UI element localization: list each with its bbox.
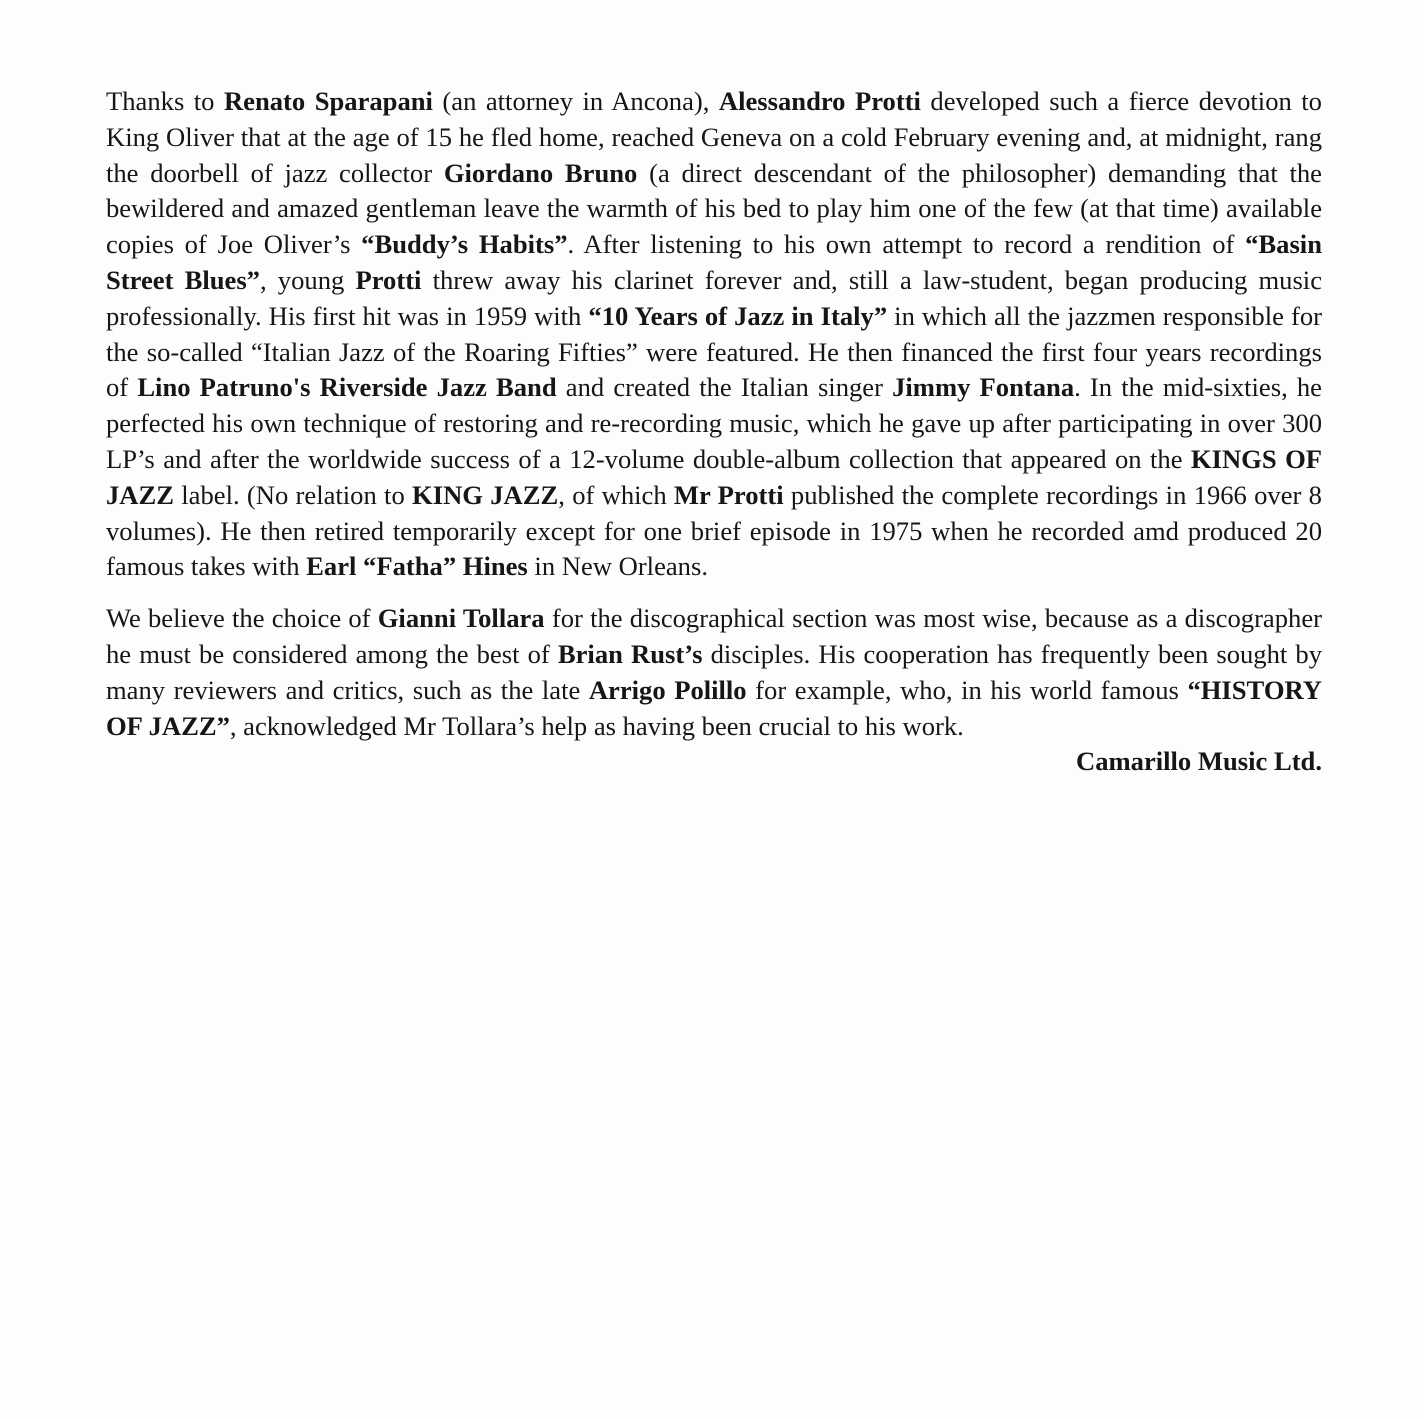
paragraph-protti-biography (106, 84, 1322, 585)
text-run: , of which (558, 479, 674, 510)
bold-name-run: Arrigo Polillo (588, 674, 747, 705)
signature: Camarillo Music Ltd. (1076, 746, 1322, 777)
bold-name-run: KING JAZZ (412, 479, 559, 510)
bold-name-run: “HISTORY OF JAZZ” (106, 674, 1322, 741)
text-run: threw away his clarinet forever and, still a law-student, began producing music professionally. His first hit was in 1959 with (106, 264, 1322, 331)
liner-notes-page (106, 84, 1322, 780)
bold-name-run: Mr Protti (673, 479, 784, 510)
bold-name-run: KINGS OF JAZZ (106, 443, 1322, 510)
text-run: (an attorney in Ancona), (432, 86, 719, 116)
text-run: . After listening to his own attempt to record a rendition of (567, 229, 1246, 260)
paragraph-tollara-discography (106, 601, 1322, 744)
bold-name-run: Protti (355, 264, 422, 295)
bold-name-run: “10 Years of Jazz in Italy” (588, 300, 888, 331)
text-run: (a direct descendant of the philosopher) demanding that the bewildered and amazed gentleman leave the warmth of his bed to play him one of the few (at that time) available copies of Joe Oliver’s (106, 157, 1322, 260)
bold-name-run: Alessandro Protti (718, 86, 921, 116)
bold-name-run: Lino Patruno's Riverside Jazz Band (137, 372, 557, 403)
text-run: for the discographical section was most wise, because as a discographer he must be considered among the best of (106, 603, 1322, 669)
text-run: for example, who, in his world famous (746, 674, 1188, 705)
bold-name-run: Jimmy Fontana (892, 372, 1075, 403)
text-run: in New Orleans. (527, 551, 708, 582)
text-run: Thanks to (106, 86, 224, 116)
text-run: and created the Italian singer (556, 372, 893, 403)
text-run: , young (259, 264, 356, 295)
bold-name-run: Gianni Tollara (377, 603, 545, 634)
bold-name-run: Brian Rust’s (557, 638, 703, 669)
bold-name-run: “Basin Street Blues” (106, 229, 1322, 295)
text-run: label. (No relation to (173, 479, 413, 510)
bold-name-run: Giordano Bruno (443, 157, 638, 188)
text-run: We believe the choice of (106, 603, 378, 634)
text-run: in which all the jazzmen responsible for the so-called “Italian Jazz of the Roaring Fifties” were featured. He then financed the first four years recordings of (106, 300, 1322, 403)
text-run: . In the mid-sixties, he perfected his own technique of restoring and re-recording music, which he gave up after participating in over 300 LP’s and after the worldwide success of a 12-volume double-album collection that appeared on the (106, 372, 1322, 474)
bold-name-run: “Buddy’s Habits” (361, 229, 568, 260)
text-run: developed such a fierce devotion to King Oliver that at the age of 15 he fled home, reached Geneva on a cold February evening and, at midnight, rang the doorbell of jazz collector (106, 86, 1322, 188)
text-run: disciples. His cooperation has frequently been sought by many reviewers and critics, such as the late (106, 638, 1322, 705)
bold-name-run: Earl “Fatha” Hines (306, 551, 528, 582)
bold-name-run: Renato Sparapani (223, 86, 433, 116)
text-run: , acknowledged Mr Tollara’s help as having been crucial to his work. (229, 710, 964, 741)
text-run: published the complete recordings in 1966 over 8 volumes). He then retired temporarily except for one brief episode in 1975 when he recorded amd produced 20 famous takes with (106, 479, 1322, 582)
